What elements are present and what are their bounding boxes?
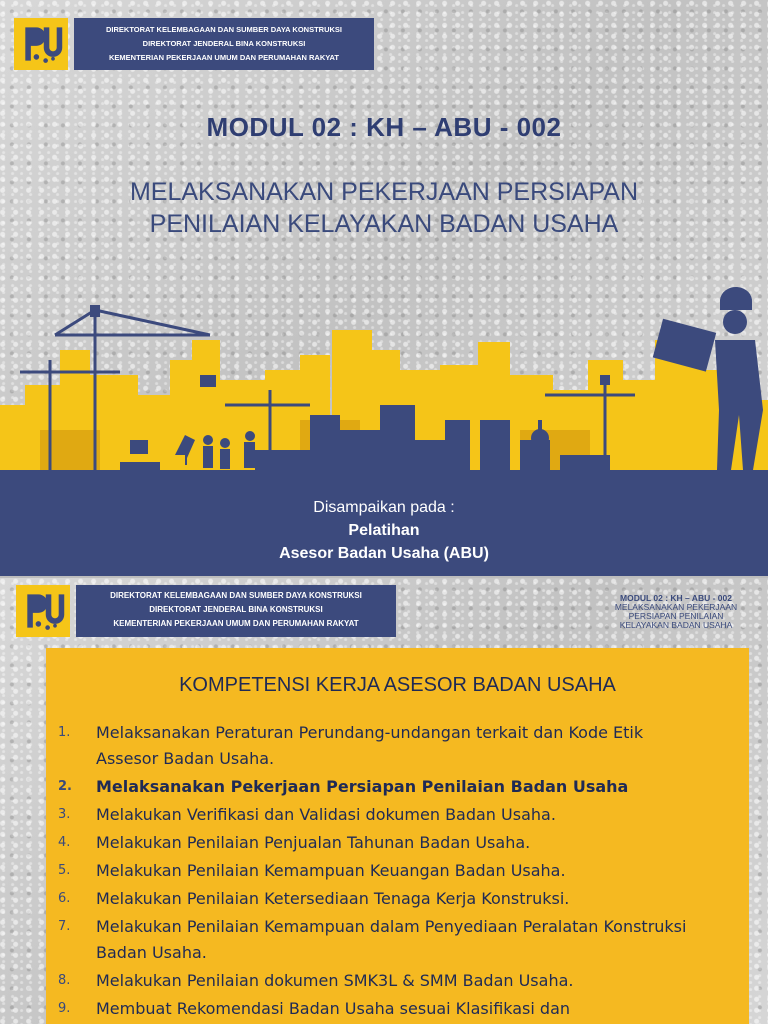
competency-slide — [0, 578, 768, 1024]
item-text: Melakukan Penilaian dokumen SMK3L & SMM Badan Usaha. — [96, 971, 574, 990]
item-number: 1. — [58, 725, 71, 740]
item-text: Melakukan Penilaian Penjualan Tahunan Badan Usaha. — [96, 833, 531, 852]
list-item-highlighted — [46, 774, 749, 800]
pupr-logo-icon — [16, 585, 70, 637]
header-line: KEMENTERIAN PEKERJAAN UMUM DAN PERUMAHAN RAKYAT — [108, 53, 339, 62]
pupr-logo-graphic — [16, 20, 66, 68]
corner-line: PERSIAPAN PENILAIAN — [628, 611, 724, 621]
item-text: Melakukan Penilaian Ketersediaan Tenaga Kerja Konstruksi. — [96, 889, 570, 908]
item-text: Melaksanakan Pekerjaan Persiapan Penilaian Badan Usaha — [96, 777, 629, 796]
item-text: Melakukan Penilaian Kemampuan Keuangan Badan Usaha. — [96, 861, 566, 880]
corner-line: KELAYAKAN BADAN USAHA — [619, 620, 733, 630]
pupr-logo-graphic — [18, 587, 68, 635]
item-number: 9. — [58, 1001, 71, 1016]
list-item — [46, 858, 749, 884]
item-text: Melakukan Penilaian Kemampuan dalam Penyediaan Peralatan Konstruksi Badan Usaha. — [96, 917, 687, 962]
item-number: 5. — [58, 863, 71, 878]
competency-list — [46, 720, 749, 1024]
competency-box — [46, 648, 749, 1024]
competency-title: KOMPETENSI KERJA ASESOR BADAN USAHA — [179, 674, 616, 696]
institution-header — [76, 585, 396, 637]
item-text: Membuat Rekomendasi Badan Usaha sesuai Klasifikasi dan — [96, 999, 571, 1018]
subtitle-line: PENILAIAN KELAYAKAN BADAN USAHA — [149, 210, 619, 238]
pupr-logo-icon — [14, 18, 68, 70]
list-item — [46, 802, 749, 828]
corner-line: MELAKSANAKAN PEKERJAAN — [614, 602, 738, 612]
list-item — [46, 886, 749, 912]
event-name-line1: Pelatihan — [348, 522, 420, 539]
header-line: KEMENTERIAN PEKERJAAN UMUM DAN PERUMAHAN RAKYAT — [113, 619, 359, 628]
item-text: Melakukan Verifikasi dan Validasi dokumen Badan Usaha. — [96, 805, 556, 824]
header-line: DIREKTORAT JENDERAL BINA KONSTRUKSI — [149, 605, 323, 614]
list-item — [46, 968, 749, 994]
item-number: 2. — [58, 779, 72, 794]
institution-header — [74, 18, 374, 70]
item-number: 4. — [58, 835, 71, 850]
event-name-line2: Asesor Badan Usaha (ABU) — [279, 545, 489, 562]
item-number: 8. — [58, 973, 71, 988]
header-line: DIREKTORAT KELEMBAGAAN DAN SUMBER DAYA KONSTRUKSI — [110, 591, 362, 600]
item-text: Melaksanakan Peraturan Perundang-undangan terkait dan Kode Etik Assesor Badan Usaha. — [96, 723, 644, 768]
presented-label: Disampaikan pada : — [313, 499, 455, 516]
list-item — [46, 914, 749, 966]
item-number: 3. — [58, 807, 71, 822]
subtitle-line: MELAKSANAKAN PEKERJAAN PERSIAPAN — [129, 178, 639, 206]
module-subtitle — [0, 176, 768, 240]
corner-line: MODUL 02 : KH – ABU - 002 — [620, 593, 732, 603]
construction-skyline-illustration — [0, 280, 768, 485]
list-item — [46, 830, 749, 856]
header-line: DIREKTORAT KELEMBAGAAN DAN SUMBER DAYA KONSTRUKSI — [106, 25, 342, 34]
header-line: DIREKTORAT JENDERAL BINA KONSTRUKSI — [142, 39, 306, 48]
list-item — [46, 996, 749, 1022]
presented-band — [0, 481, 768, 576]
item-number: 7. — [58, 919, 71, 934]
module-corner-info — [598, 594, 754, 630]
item-number: 6. — [58, 891, 71, 906]
list-item — [46, 720, 749, 772]
modul-title: MODUL 02 : KH – ABU - 002 — [206, 112, 562, 142]
